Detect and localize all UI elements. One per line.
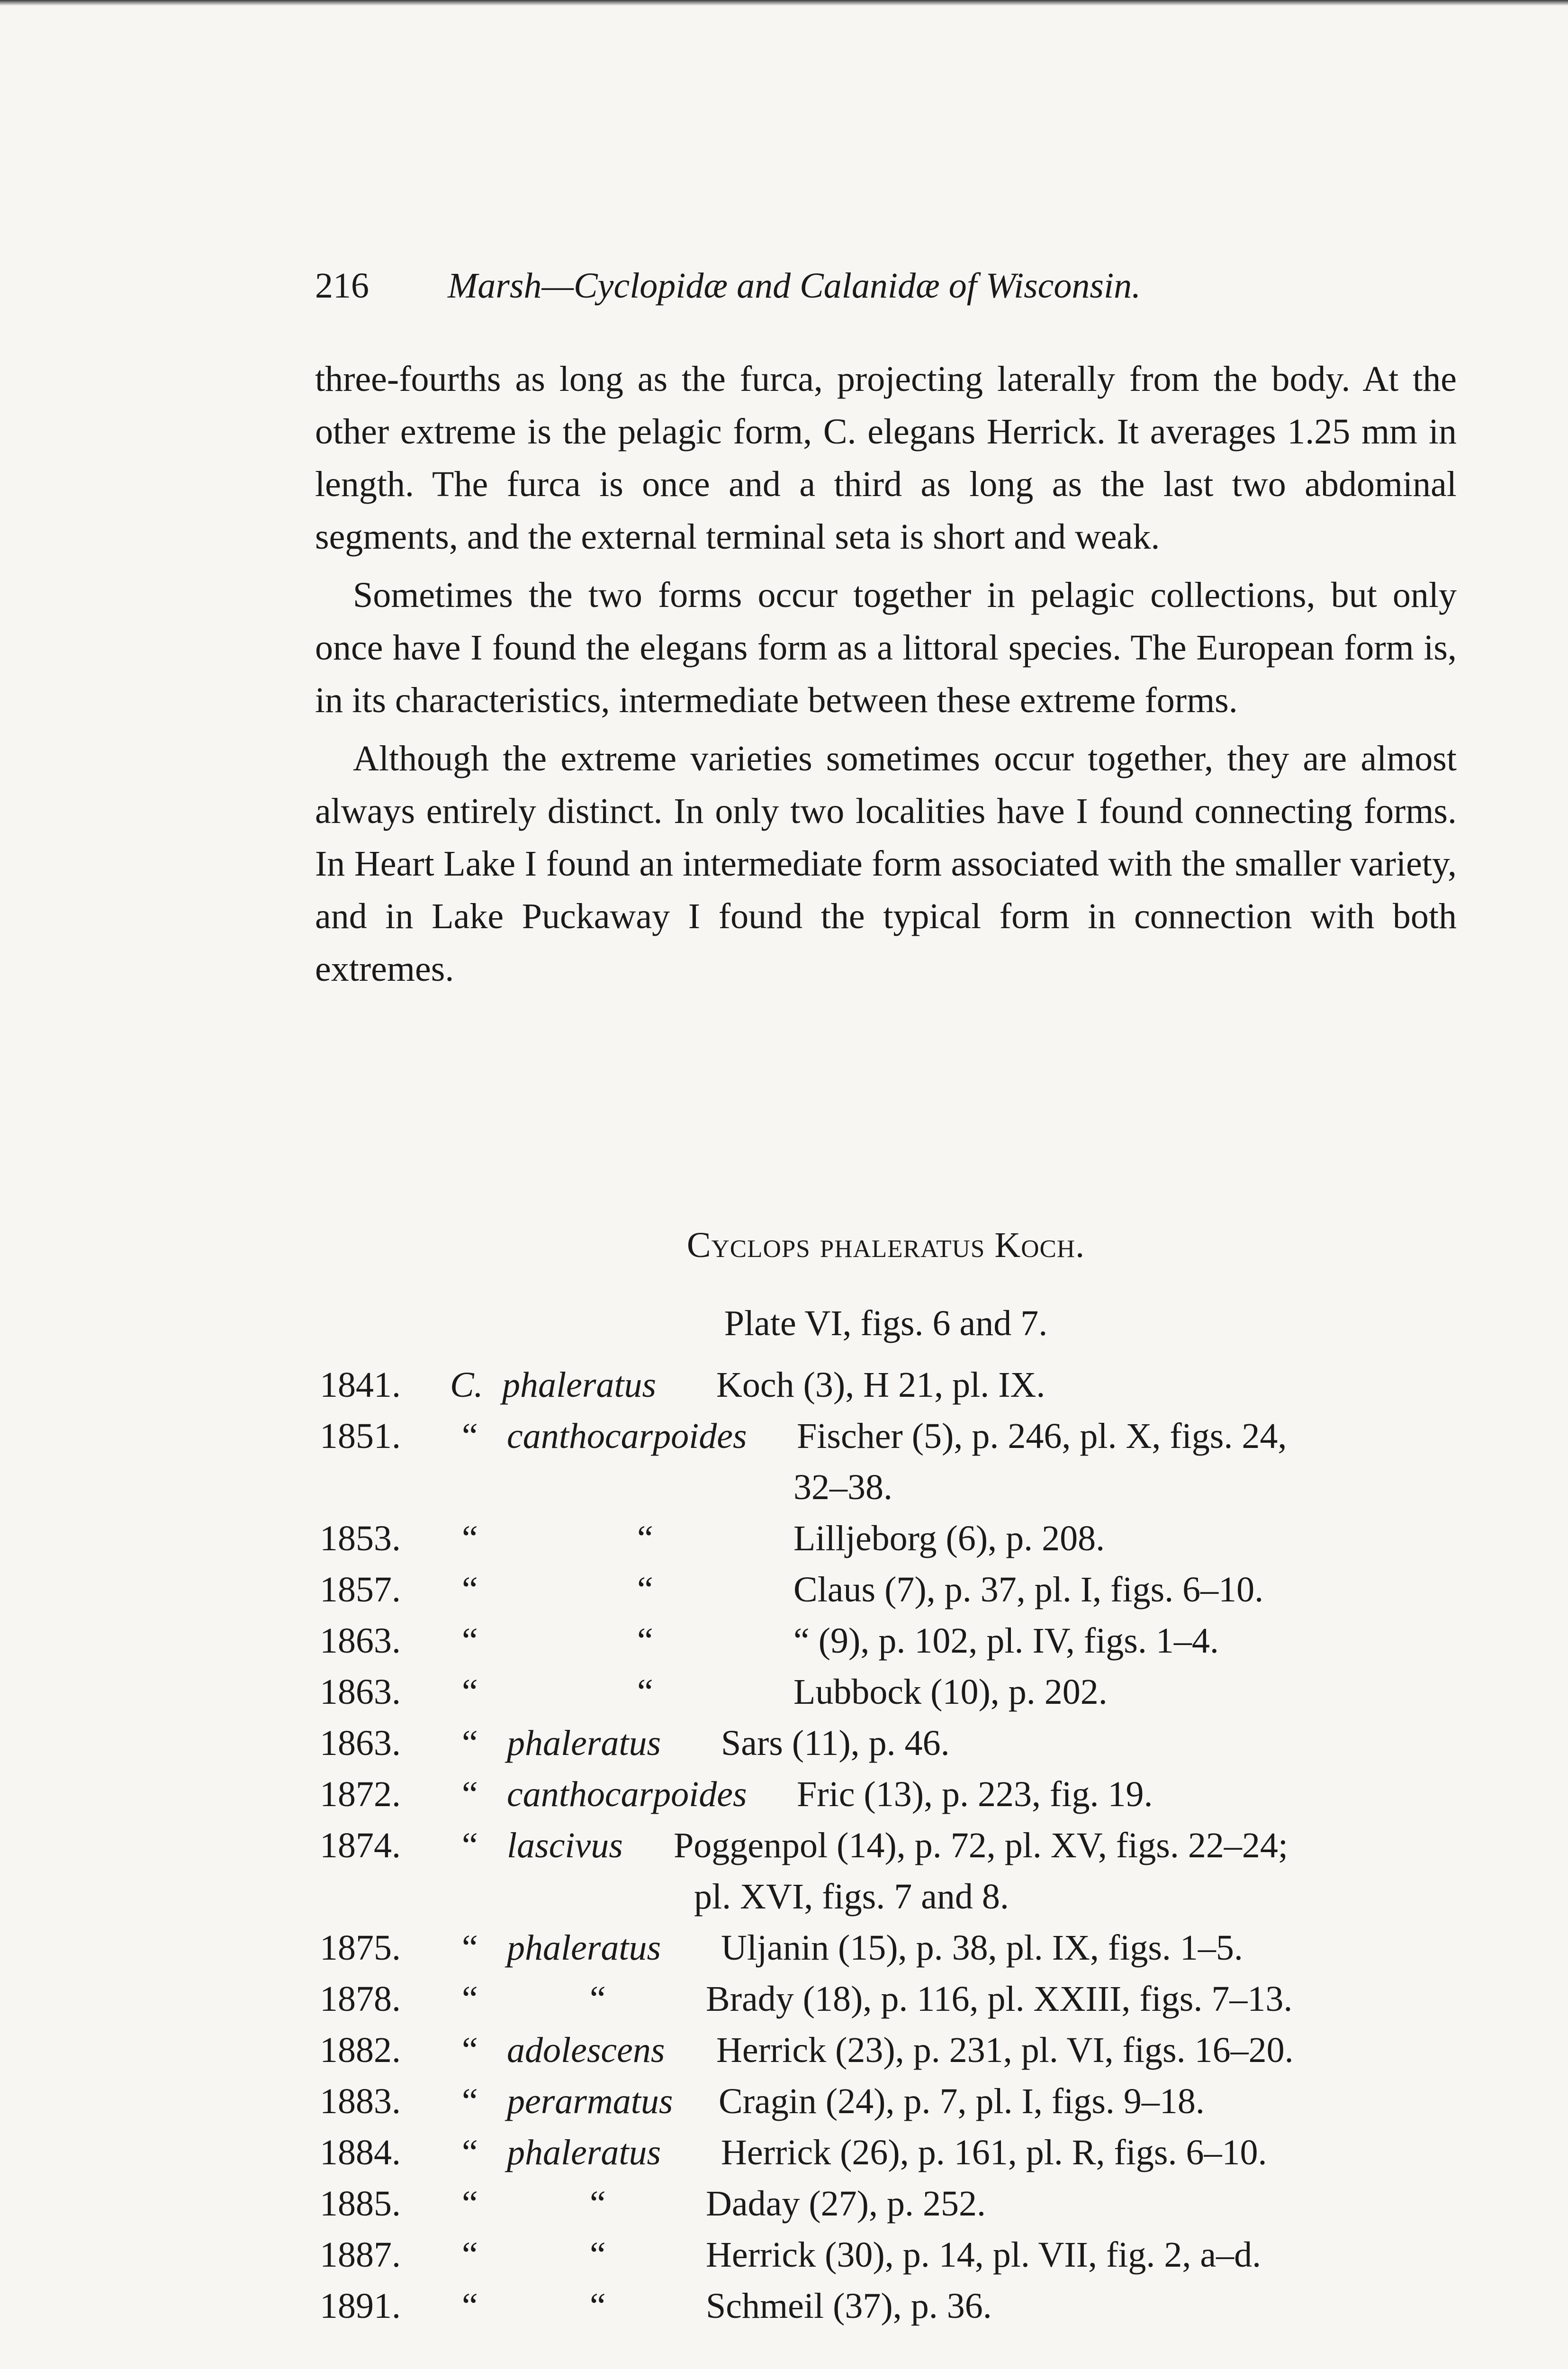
synonymy-genus: “ (462, 2133, 478, 2172)
synonymy-species: canthocarpoides (507, 1774, 747, 1814)
synonymy-row (315, 1825, 1490, 1927)
synonymy-row (315, 1979, 1490, 2030)
synonymy-species: “ (590, 2235, 606, 2275)
synonymy-row (315, 2183, 1490, 2234)
synonymy-genus: “ (462, 1826, 478, 1865)
synonymy-citation: Herrick (23), p. 231, pl. VI, figs. 16–20. (716, 2030, 1294, 2070)
synonymy-species: “ (637, 1672, 653, 1712)
synonymy-row (315, 1569, 1490, 1620)
synonymy-year: 1863. (320, 1621, 401, 1661)
synonymy-genus: “ (462, 2286, 478, 2326)
synonymy-year: 1872. (320, 1774, 401, 1814)
paragraph: three-fourths as long as the furca, projecting laterally from the body. At the other extreme is the pelagic form, C. elegans Herrick. It averages 1.25 mm in length. The furca is once and a third as long as the last two abdominal segments, and the external terminal seta is short and weak. (315, 359, 1457, 557)
synonymy-genus: “ (462, 2030, 478, 2070)
synonymy-genus: C. (450, 1365, 483, 1405)
synonymy-row (315, 1672, 1490, 1723)
synonymy-species: “ (590, 2286, 606, 2326)
synonymy-year: 1883. (320, 2081, 401, 2121)
synonymy-year: 1863. (320, 1672, 401, 1712)
synonymy-citation-continued: pl. XVI, figs. 7 and 8. (694, 1877, 1009, 1917)
synonymy-species: phaleratus (502, 1365, 657, 1405)
synonymy-citation: Claus (7), p. 37, pl. I, figs. 6–10. (793, 1570, 1264, 1609)
synonymy-year: 1851. (320, 1416, 401, 1456)
synonymy-list (315, 1365, 1490, 2337)
synonymy-species: phaleratus (507, 1723, 661, 1763)
synonymy-species: “ (637, 1621, 653, 1661)
synonymy-species: canthocarpoides (507, 1416, 747, 1456)
synonymy-year: 1874. (320, 1826, 401, 1865)
synonymy-year: 1853. (320, 1519, 401, 1558)
synonymy-citation: “ (9), p. 102, pl. IV, figs. 1–4. (793, 1621, 1219, 1661)
synonymy-year: 1841. (320, 1365, 401, 1405)
synonymy-species: “ (590, 1979, 606, 2019)
synonymy-year: 1857. (320, 1570, 401, 1609)
paragraph: Although the extreme varieties sometimes occur together, they are almost always entirely distinct. In only two localities have I found connecting forms. In Heart Lake I found an intermediate form associated with the smaller variety, and in Lake Puckaway I found the typical form in connection with both extremes. (315, 739, 1457, 989)
synonymy-genus: “ (462, 2184, 478, 2224)
synonymy-citation: Fischer (5), p. 246, pl. X, figs. 24, (797, 1416, 1287, 1456)
synonymy-citation: Herrick (26), p. 161, pl. R, figs. 6–10. (721, 2133, 1267, 2172)
synonymy-genus: “ (462, 1519, 478, 1558)
species-heading: Cyclops phaleratus Koch. (686, 1225, 1085, 1265)
synonymy-row (315, 2132, 1490, 2183)
synonymy-citation: Brady (18), p. 116, pl. XXIII, figs. 7–13. (706, 1979, 1293, 2019)
synonymy-genus: “ (462, 1774, 478, 1814)
synonymy-row (315, 2234, 1490, 2286)
synonymy-genus: “ (462, 1672, 478, 1712)
page-top-edge (0, 0, 1568, 6)
synonymy-citation: Lilljeborg (6), p. 208. (793, 1519, 1105, 1558)
synonymy-row (315, 2286, 1490, 2337)
synonymy-citation: Herrick (30), p. 14, pl. VII, fig. 2, a–d. (706, 2235, 1262, 2275)
running-head: Marsh—Cyclopidæ and Calanidæ of Wisconsin. (448, 266, 1141, 306)
body-text (315, 353, 1457, 995)
synonymy-row (315, 1620, 1490, 1672)
synonymy-species: phaleratus (507, 2133, 661, 2172)
synonymy-genus: “ (462, 1723, 478, 1763)
synonymy-row (315, 1365, 1490, 1416)
synonymy-species: phaleratus (507, 1928, 661, 1968)
synonymy-genus: “ (462, 2235, 478, 2275)
synonymy-year: 1887. (320, 2235, 401, 2275)
synonymy-species: lascivus (507, 1826, 623, 1865)
synonymy-row (315, 1518, 1490, 1569)
synonymy-year: 1875. (320, 1928, 401, 1968)
synonymy-genus: “ (462, 1621, 478, 1661)
synonymy-citation: Sars (11), p. 46. (721, 1723, 950, 1763)
synonymy-citation: Schmeil (37), p. 36. (706, 2286, 992, 2326)
synonymy-year: 1863. (320, 1723, 401, 1763)
synonymy-genus: “ (462, 1416, 478, 1456)
synonymy-row (315, 1723, 1490, 1774)
synonymy-species: adolescens (507, 2030, 665, 2070)
synonymy-species: perarmatus (507, 2081, 673, 2121)
synonymy-year: 1885. (320, 2184, 401, 2224)
synonymy-genus: “ (462, 1928, 478, 1968)
page-number: 216 (315, 266, 369, 306)
page-header (315, 265, 1490, 317)
synonymy-species: “ (637, 1570, 653, 1609)
synonymy-year: 1891. (320, 2286, 401, 2326)
synonymy-row (315, 2081, 1490, 2132)
synonymy-genus: “ (462, 2081, 478, 2121)
synonymy-species: “ (637, 1519, 653, 1558)
synonymy-citation-continued: 32–38. (793, 1467, 892, 1507)
synonymy-year: 1882. (320, 2030, 401, 2070)
paragraph: Sometimes the two forms occur together in pelagic collections, but only once have I found the elegans form as a littoral species. The European form is, in its characteristics, intermediate between these extreme forms. (315, 575, 1457, 720)
synonymy-citation: Poggenpol (14), p. 72, pl. XV, figs. 22–24; (674, 1826, 1288, 1865)
synonymy-citation: Koch (3), H 21, pl. IX. (716, 1365, 1045, 1405)
synonymy-row (315, 1416, 1490, 1518)
synonymy-row (315, 2030, 1490, 2081)
synonymy-genus: “ (462, 1979, 478, 2019)
synonymy-citation: Fric (13), p. 223, fig. 19. (797, 1774, 1153, 1814)
synonymy-year: 1884. (320, 2133, 401, 2172)
synonymy-year: 1878. (320, 1979, 401, 2019)
synonymy-row (315, 1927, 1490, 1979)
synonymy-species: “ (590, 2184, 606, 2224)
synonymy-citation: Cragin (24), p. 7, pl. I, figs. 9–18. (719, 2081, 1205, 2121)
synonymy-citation: Daday (27), p. 252. (706, 2184, 986, 2224)
plate-reference: Plate VI, figs. 6 and 7. (724, 1303, 1048, 1343)
synonymy-citation: Uljanin (15), p. 38, pl. IX, figs. 1–5. (721, 1928, 1243, 1968)
synonymy-citation: Lubbock (10), p. 202. (793, 1672, 1108, 1712)
synonymy-genus: “ (462, 1570, 478, 1609)
synonymy-row (315, 1774, 1490, 1825)
